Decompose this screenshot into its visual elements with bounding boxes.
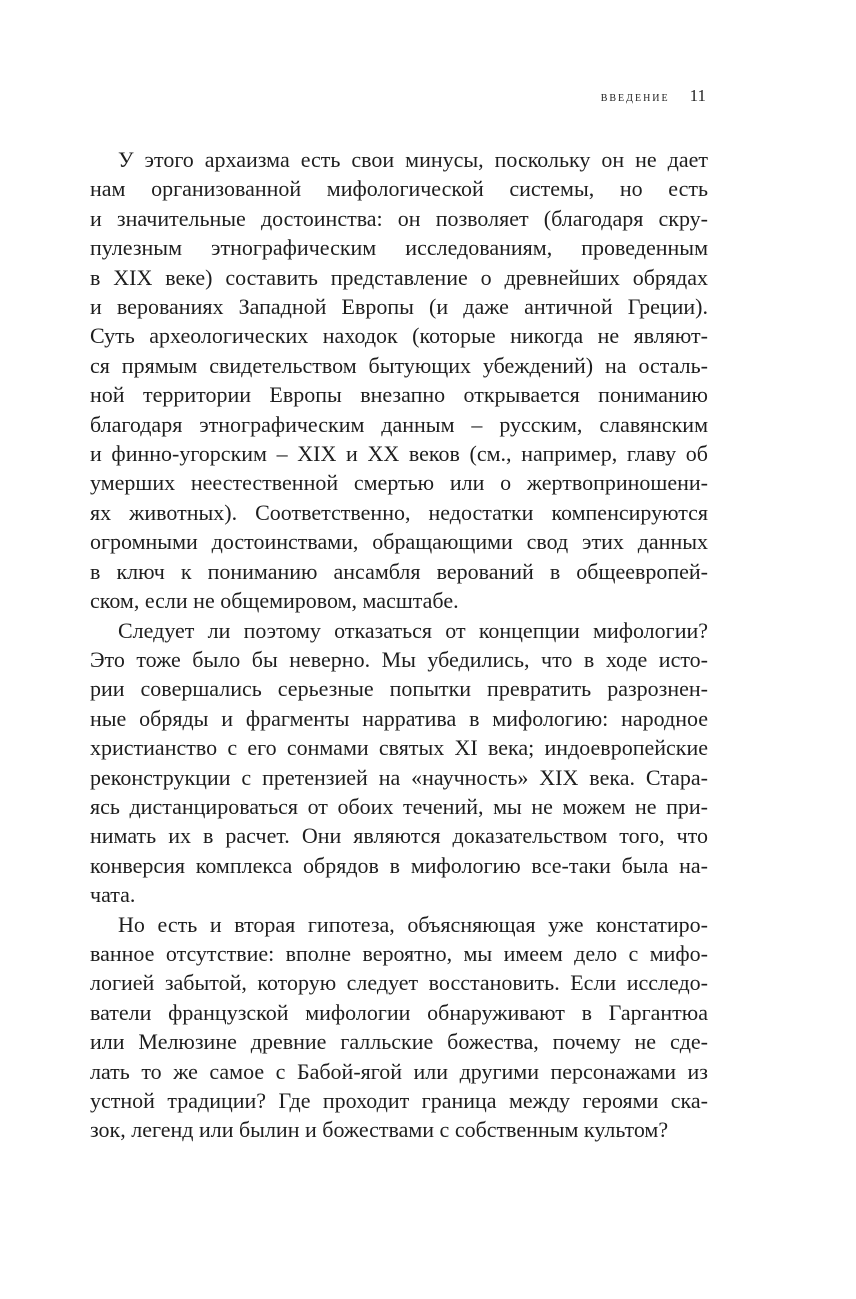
text-line: ватели французской мифологии обнаруживают в Гаргантюа	[90, 999, 708, 1025]
text-line: пулезным этнографическим исследованиям, проведенным	[90, 235, 708, 261]
text-line: ные обряды и фрагменты нарратива в мифологию: народное	[90, 705, 708, 731]
text-line: ях животных). Соответственно, недостатки компенсируются	[90, 499, 708, 525]
text-line: рии совершались серьезные попытки превратить разрознен-	[90, 676, 708, 702]
page-body	[90, 145, 708, 1145]
paragraph-2	[90, 616, 708, 910]
text-line: и значительные достоинства: он позволяет (благодаря скру-	[90, 205, 708, 231]
text-line: Это тоже было бы неверно. Мы убедились, что в ходе исто-	[90, 646, 708, 672]
text-line: нам организованной мифологической системы, но есть	[90, 176, 708, 202]
text-line: Следует ли поэтому отказаться от концепции мифологии?	[118, 617, 708, 643]
text-line: христианство с его сонмами святых XI века; индоевропейские	[90, 735, 708, 761]
page-number: 11	[689, 86, 706, 105]
text-line: умерших неестественной смертью или о жертвоприношени-	[90, 470, 708, 496]
paragraph-3	[90, 910, 708, 1145]
paragraph-1	[90, 145, 708, 616]
text-line: ванное отсутствие: вполне вероятно, мы имеем дело с мифо-	[90, 940, 708, 966]
text-line: лать то же самое с Бабой-ягой или другими персонажами из	[90, 1058, 708, 1084]
text-line: чата.	[90, 882, 136, 908]
running-header	[601, 86, 706, 106]
text-line: реконструкции с претензией на «научность» XIX века. Стара-	[90, 764, 708, 790]
text-line: или Мелюзине древние галльские божества, почему не сде-	[90, 1029, 708, 1055]
text-line: ясь дистанцироваться от обоих течений, мы не можем не при-	[90, 793, 708, 819]
text-line: и финно-угорским – XIX и XX веков (см., например, главу об	[90, 441, 708, 467]
text-line: в ключ к пониманию ансамбля верований в общеевропей-	[90, 558, 708, 584]
text-line: в XIX веке) составить представление о древнейших обрядах	[90, 264, 708, 290]
section-title: введение	[600, 90, 670, 105]
text-line: ском, если не общемировом, масштабе.	[90, 588, 459, 614]
text-line: нимать их в расчет. Они являются доказательством того, что	[90, 823, 708, 849]
text-line: устной традиции? Где проходит граница между героями ска-	[90, 1088, 708, 1113]
text-line: конверсия комплекса обрядов в мифологию все-таки была на-	[90, 852, 708, 878]
text-line: огромными достоинствами, обращающими свод этих данных	[90, 529, 708, 555]
text-line: благодаря этнографическим данным – русским, славянским	[90, 411, 708, 437]
text-line: зок, легенд или былин и божествами с собственным культом?	[90, 1117, 669, 1143]
text-line: Суть археологических находок (которые никогда не являют-	[90, 323, 708, 349]
text-line: ся прямым свидетельством бытующих убеждений) на осталь-	[90, 352, 708, 378]
text-line: и верованиях Западной Европы (и даже античной Греции).	[90, 294, 708, 320]
text-line: логией забытой, которую следует восстановить. Если исследо-	[90, 970, 708, 996]
text-line: ной территории Европы внезапно открывается пониманию	[90, 382, 708, 408]
text-line: У этого архаизма есть свои минусы, поскольку он не дает	[118, 147, 708, 172]
text-line: Но есть и вторая гипотеза, объясняющая уже констатиро-	[118, 911, 708, 937]
